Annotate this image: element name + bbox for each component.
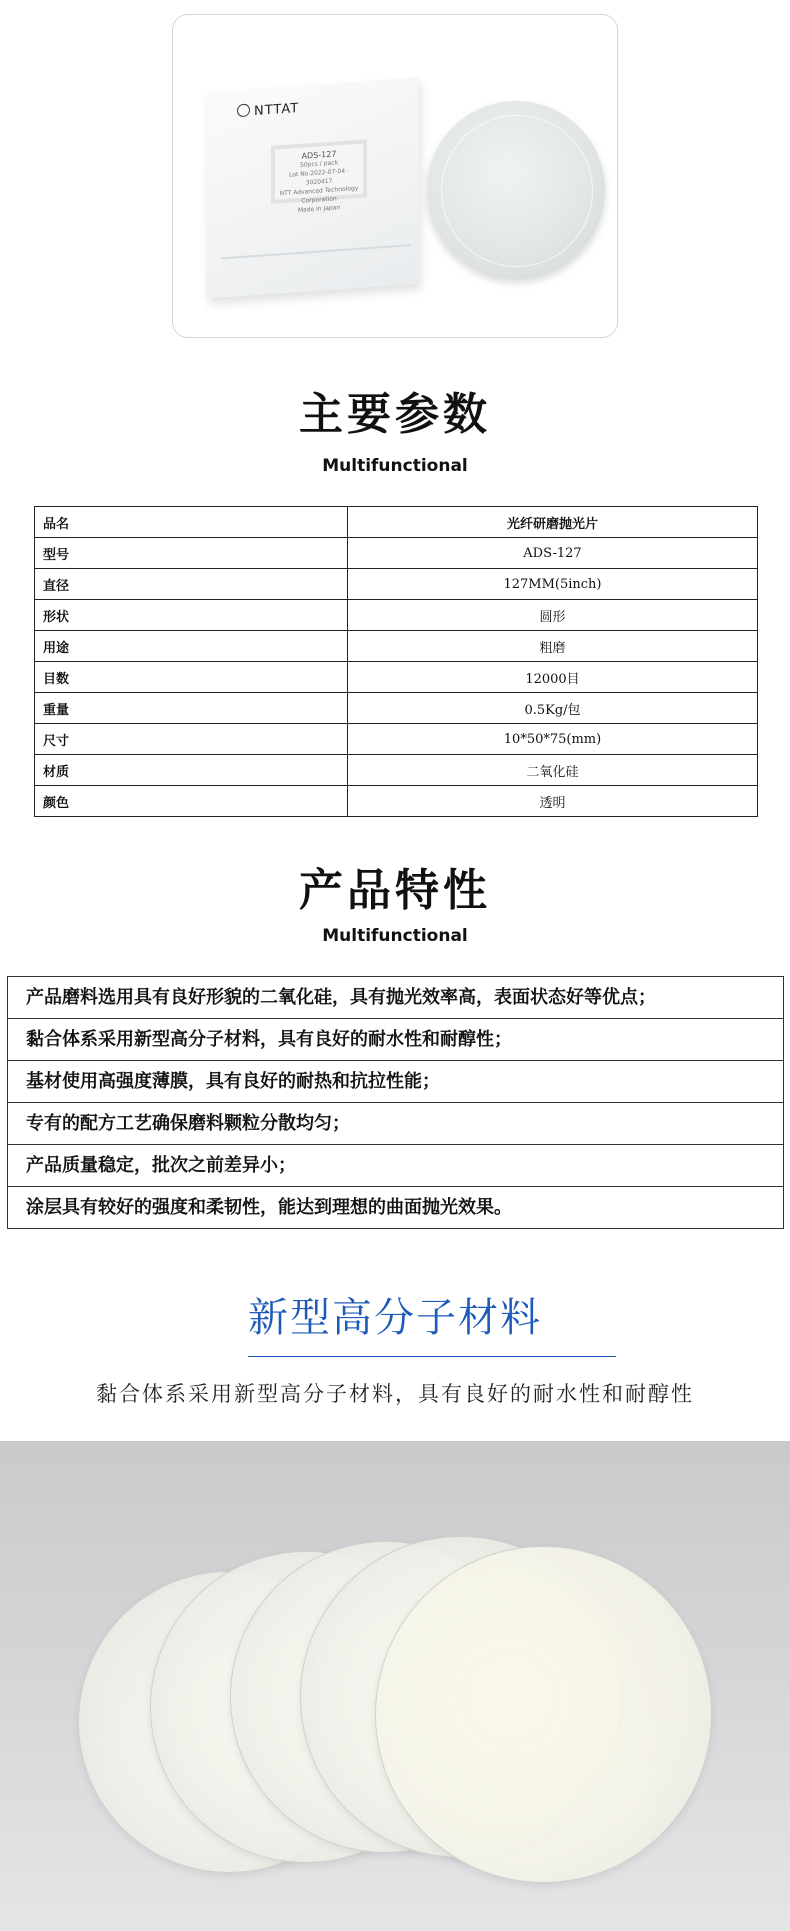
spec-value: 粗磨 xyxy=(348,631,758,662)
spec-table xyxy=(34,506,758,817)
films-photo xyxy=(0,1441,790,1931)
feature-item: 黏合体系采用新型高分子材料，具有良好的耐水性和耐醇性； xyxy=(8,1019,783,1061)
box-label-line: 50pcs / pack xyxy=(300,159,338,169)
spec-value: 127MM(5inch) xyxy=(348,569,758,600)
material-title: 新型高分子材料 xyxy=(248,1295,542,1341)
spec-value: 12000目 xyxy=(348,662,758,693)
params-subtitle: Multifunctional xyxy=(322,456,468,476)
table-row xyxy=(35,507,758,538)
spec-key: 用途 xyxy=(35,631,348,662)
params-title: 主要参数 xyxy=(299,389,491,440)
feature-item: 产品磨料选用具有良好形貌的二氧化硅，具有抛光效率高，表面状态好等优点； xyxy=(8,977,783,1019)
box-label xyxy=(271,139,367,215)
table-row xyxy=(35,600,758,631)
spec-value: 透明 xyxy=(348,786,758,817)
box-label-line: Lot No.2022-07-04 · 3020417 xyxy=(289,167,349,187)
table-row xyxy=(35,662,758,693)
table-row xyxy=(35,786,758,817)
spec-value: 二氧化硅 xyxy=(348,755,758,786)
spec-key: 颜色 xyxy=(35,786,348,817)
box-label-line: NTT Advanced Technology Corporation xyxy=(279,184,359,205)
spec-key: 目数 xyxy=(35,662,348,693)
spec-key: 直径 xyxy=(35,569,348,600)
spec-key: 品名 xyxy=(35,507,348,538)
disc-rim xyxy=(441,115,593,267)
film-sheet xyxy=(375,1546,712,1883)
spec-value: 圆形 xyxy=(348,600,758,631)
brand-name: NTTAT xyxy=(254,100,300,120)
feature-list xyxy=(7,976,784,1229)
spec-key: 重量 xyxy=(35,693,348,724)
table-row xyxy=(35,569,758,600)
spec-value: 0.5Kg/包 xyxy=(348,693,758,724)
product-box xyxy=(207,78,419,299)
spec-value: ADS-127 xyxy=(348,538,758,569)
spec-value: 光纤研磨抛光片 xyxy=(348,507,758,538)
feature-item: 基材使用高强度薄膜，具有良好的耐热和抗拉性能； xyxy=(8,1061,783,1103)
spec-key: 材质 xyxy=(35,755,348,786)
box-label-line: ADS-127 xyxy=(301,149,337,161)
table-row xyxy=(35,631,758,662)
polishing-disc xyxy=(427,101,605,279)
product-photo xyxy=(172,14,618,338)
features-title: 产品特性 xyxy=(299,865,491,916)
brand-mark-icon xyxy=(237,103,250,117)
box-label-line: Made in Japan xyxy=(297,204,341,215)
spec-value: 10*50*75(mm) xyxy=(348,724,758,755)
spec-key: 形状 xyxy=(35,600,348,631)
title-divider xyxy=(248,1356,616,1357)
material-description: 黏合体系采用新型高分子材料，具有良好的耐水性和耐醇性 xyxy=(96,1382,694,1406)
feature-item: 产品质量稳定，批次之前差异小； xyxy=(8,1145,783,1187)
features-subtitle: Multifunctional xyxy=(322,926,468,946)
brand-logo xyxy=(237,100,299,120)
table-row xyxy=(35,755,758,786)
table-row xyxy=(35,724,758,755)
spec-key: 尺寸 xyxy=(35,724,348,755)
feature-item: 专有的配方工艺确保磨料颗粒分散均匀； xyxy=(8,1103,783,1145)
box-flap xyxy=(221,244,411,277)
feature-item: 涂层具有较好的强度和柔韧性，能达到理想的曲面抛光效果。 xyxy=(8,1187,783,1229)
spec-key: 型号 xyxy=(35,538,348,569)
table-row xyxy=(35,693,758,724)
table-row xyxy=(35,538,758,569)
